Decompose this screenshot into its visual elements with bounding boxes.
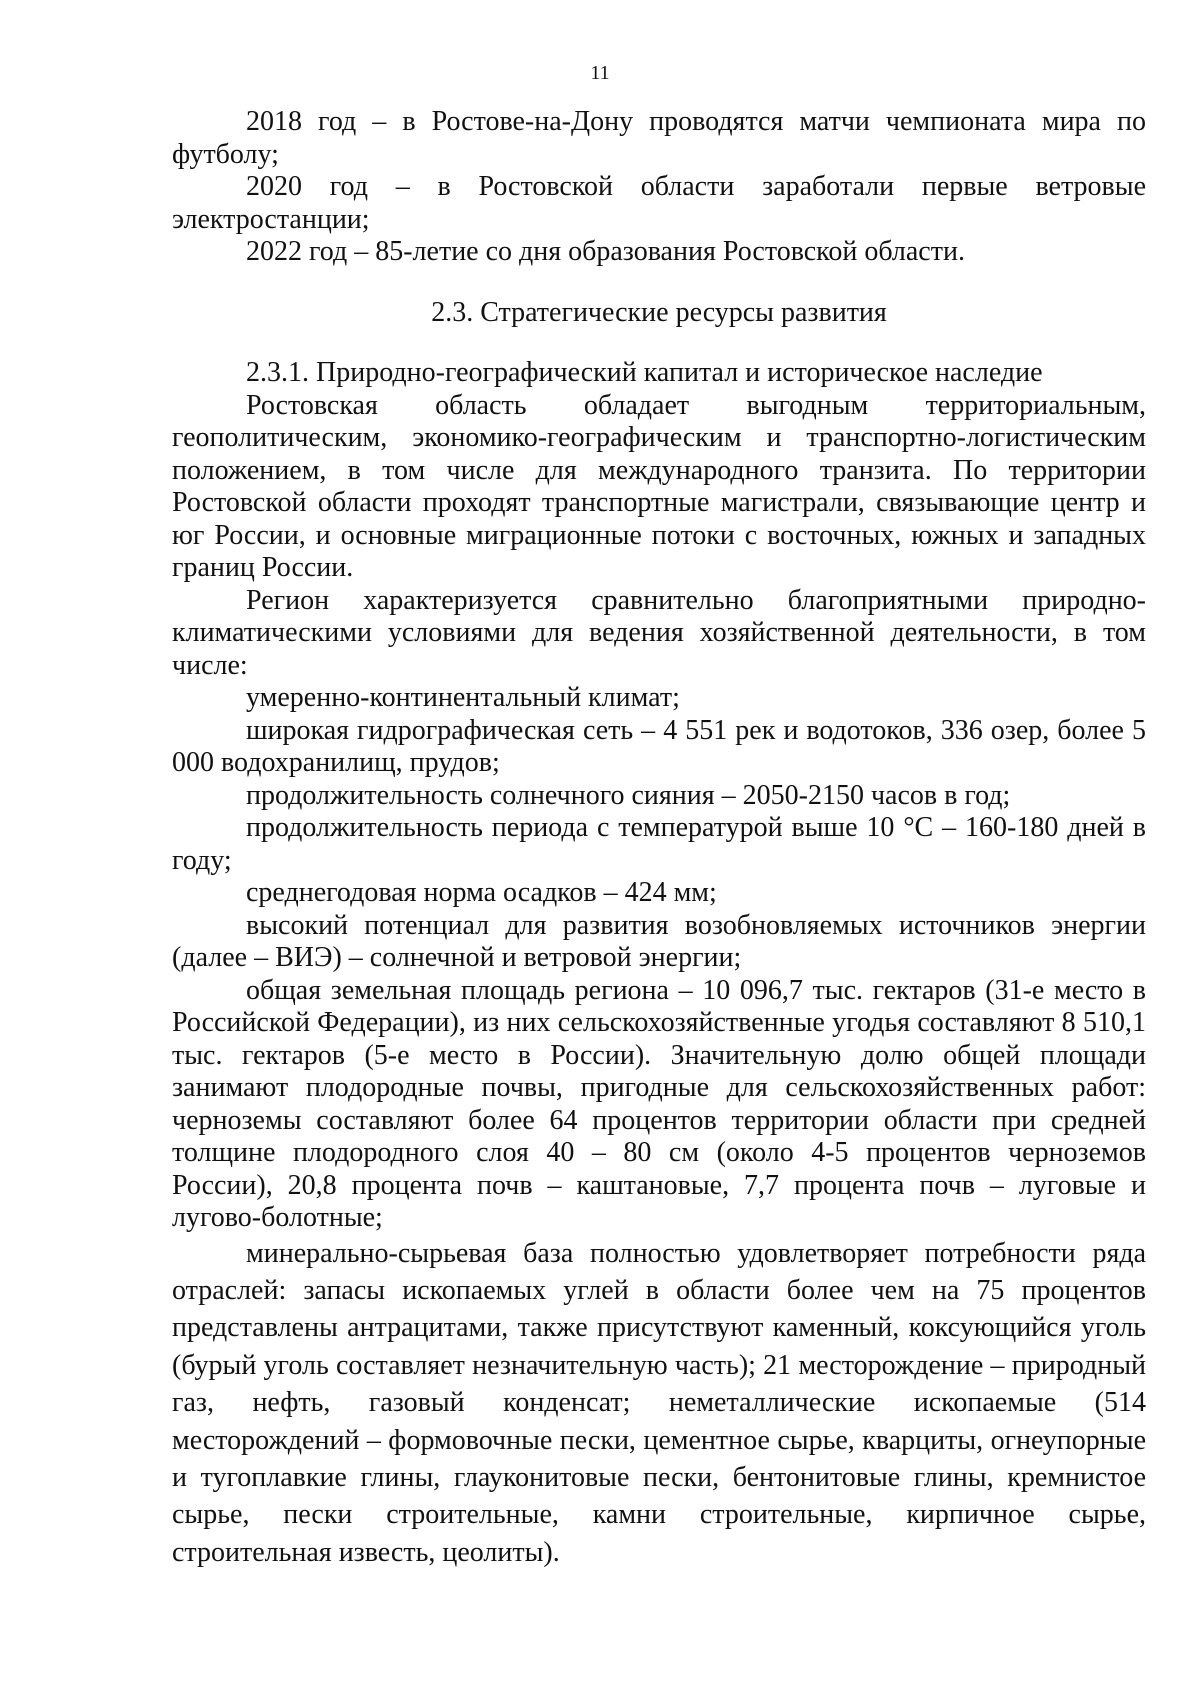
list-item-renewables: высокий потенциал для развития возобновляемых источников энергии (далее – ВИЭ) – солнечной и ветровой энергии;	[172, 909, 1146, 973]
list-item-temperature: продолжительность периода с температурой выше 10 °С – 160-180 дней в году;	[172, 812, 1146, 876]
paragraph-2020: 2020 год – в Ростовской области заработали первые ветровые электростанции;	[172, 171, 1146, 235]
list-item-climate: умеренно-континентальный климат;	[246, 682, 680, 713]
page-number: 11	[590, 62, 610, 84]
list-item-minerals: минерально-сырьевая база полностью удовлетворяет потребности ряда отраслей: запасы ископаемых углей в области более чем на 75 процентов представлены антрацитами, также присутствуют каменный, коксующийся уголь (бурый уголь составляет незначительную часть); 21 месторождение – природный газ, нефть, газовый конденсат; неметаллические ископаемые (514 месторождений – формовочные пески, цементное сырье, кварциты, огнеупорные и тугоплавкие глины, глауконитовые пески, бентонитовые глины, кремнистое сырье, пески строительные, камни строительные, кирпичное сырье, строительная известь, цеолиты).	[172, 1237, 1146, 1568]
spacer	[172, 329, 1146, 357]
paragraph-2018: 2018 год – в Ростове-на-Дону проводятся матчи чемпионата мира по футболу;	[172, 106, 1146, 170]
paragraph-climate-intro: Регион характеризуется сравнительно благоприятными природно-климатическими условиями для ведения хозяйственной деятельности, в том числе:	[172, 584, 1146, 681]
list-item-sunshine: продолжительность солнечного сияния – 2050-2150 часов в год;	[246, 779, 1011, 811]
document-body	[172, 106, 1146, 1571]
list-item-hydrography: широкая гидрографическая сеть – 4 551 рек и водотоков, 336 озер, более 5 000 водохранилищ, прудов;	[172, 714, 1146, 778]
list-item-precipitation: среднегодовая норма осадков – 424 мм;	[246, 877, 717, 908]
paragraph-location: Ростовская область обладает выгодным территориальным, геополитическим, экономико-географическим и транспортно-логистическим положением, в том числе для международного транзита. По территории Ростовской области проходят транспортные магистрали, связывающие центр и юг России, и основные миграционные потоки с восточных, южных и западных границ России.	[172, 389, 1146, 583]
paragraph-2022: 2022 год – 85-летие со дня образования Ростовской области.	[246, 236, 965, 267]
section-title: 2.3. Стратегические ресурсы развития	[431, 296, 887, 328]
spacer	[172, 269, 1146, 297]
list-item-land: общая земельная площадь региона – 10 096,7 тыс. гектаров (31-е место в Российской Федерации), из них сельскохозяйственные угодья составляют 8 510,1 тыс. гектаров (5-е место в России). Значительную долю общей площади занимают плодородные почвы, пригодные для сельскохозяйственных работ: черноземы составляют более 64 процентов территории области при средней толщине плодородного слоя 40 – 80 см (около 4-5 процентов черноземов России), 20,8 процента почв – каштановые, 7,7 процента почв – луговые и лугово-болотные;	[172, 974, 1146, 1233]
subsection-title: 2.3.1. Природно-географический капитал и историческое наследие	[246, 357, 1043, 388]
